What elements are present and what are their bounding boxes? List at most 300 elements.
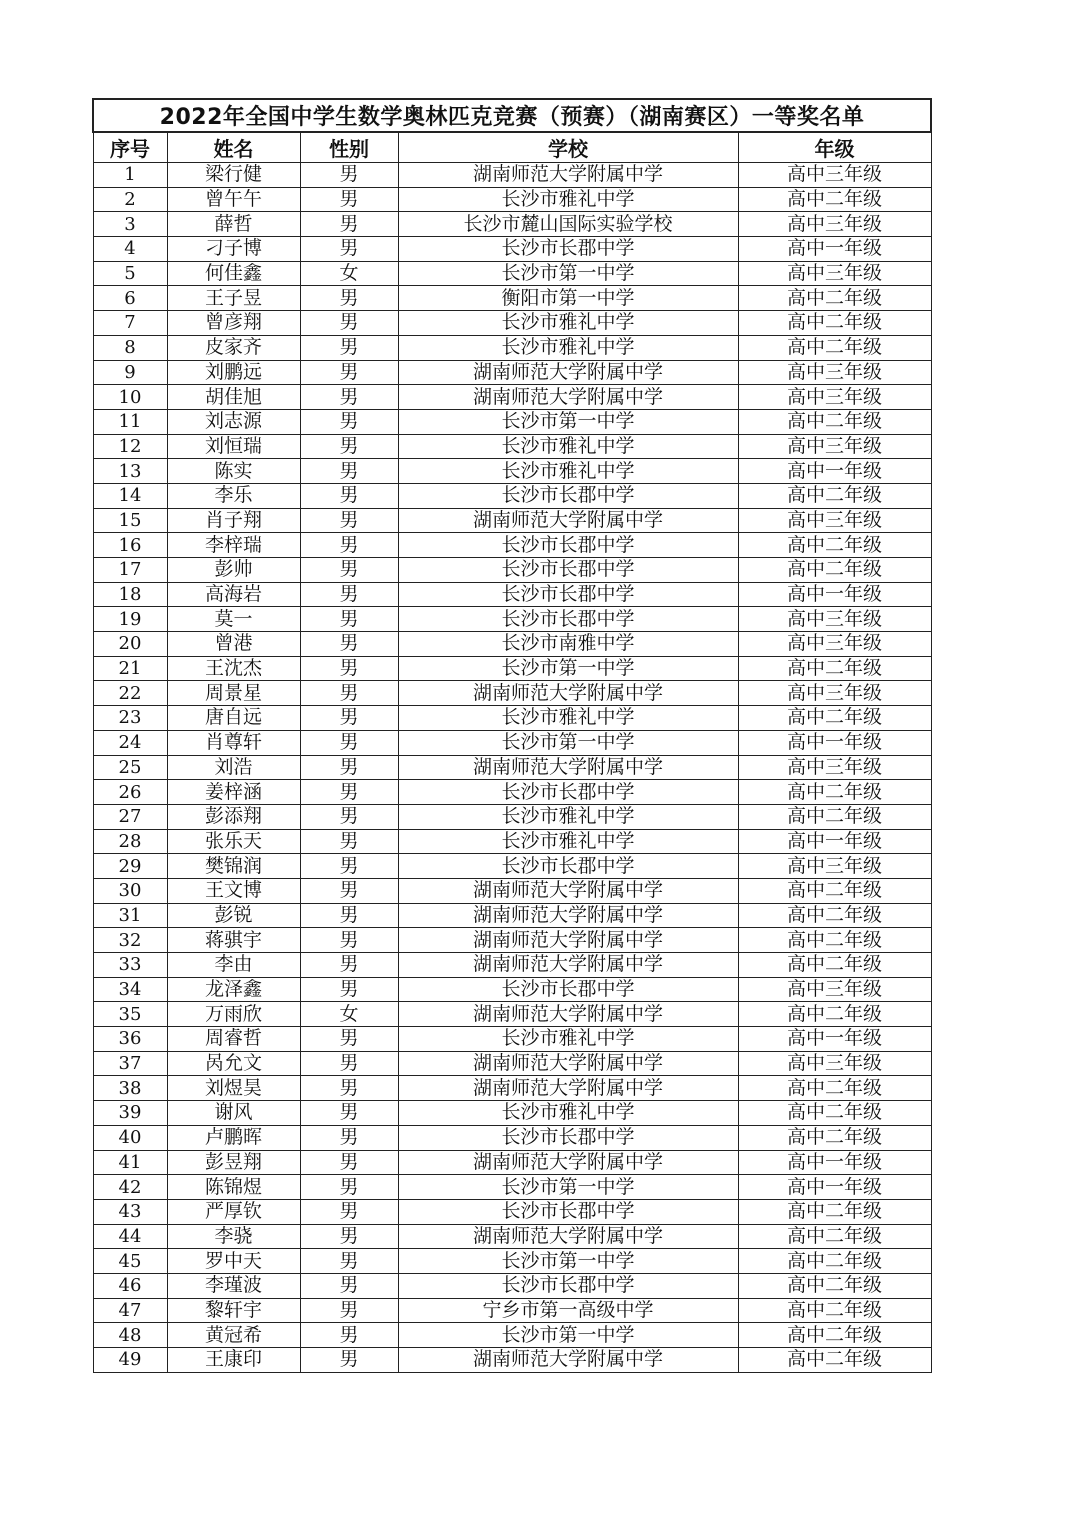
cell-grade: 高中一年级 xyxy=(738,1150,931,1175)
cell-index: 10 xyxy=(93,385,167,410)
cell-index: 30 xyxy=(93,878,167,903)
cell-school: 湖南师范大学附属中学 xyxy=(398,1348,738,1373)
table-row xyxy=(93,878,931,903)
cell-name: 高海岩 xyxy=(167,582,300,607)
cell-school: 湖南师范大学附属中学 xyxy=(398,163,738,188)
cell-grade: 高中三年级 xyxy=(738,854,931,879)
cell-gender: 男 xyxy=(300,335,398,360)
cell-index: 27 xyxy=(93,804,167,829)
table-row xyxy=(93,977,931,1002)
cell-index: 1 xyxy=(93,163,167,188)
cell-grade: 高中二年级 xyxy=(738,953,931,978)
cell-school: 湖南师范大学附属中学 xyxy=(398,681,738,706)
cell-index: 15 xyxy=(93,508,167,533)
table-row xyxy=(93,829,931,854)
cell-index: 16 xyxy=(93,533,167,558)
table-row xyxy=(93,286,931,311)
cell-name: 唐自远 xyxy=(167,706,300,731)
cell-school: 长沙市长郡中学 xyxy=(398,558,738,583)
cell-gender: 男 xyxy=(300,977,398,1002)
cell-index: 29 xyxy=(93,854,167,879)
cell-school: 湖南师范大学附属中学 xyxy=(398,878,738,903)
cell-index: 42 xyxy=(93,1175,167,1200)
cell-grade: 高中二年级 xyxy=(738,1348,931,1373)
cell-name: 彭昱翔 xyxy=(167,1150,300,1175)
table-row xyxy=(93,706,931,731)
cell-gender: 男 xyxy=(300,1249,398,1274)
table-row xyxy=(93,459,931,484)
cell-name: 皮家齐 xyxy=(167,335,300,360)
cell-gender: 男 xyxy=(300,878,398,903)
cell-grade: 高中一年级 xyxy=(738,730,931,755)
cell-grade: 高中二年级 xyxy=(738,903,931,928)
cell-index: 32 xyxy=(93,928,167,953)
cell-gender: 男 xyxy=(300,360,398,385)
cell-grade: 高中二年级 xyxy=(738,656,931,681)
cell-name: 刘志源 xyxy=(167,409,300,434)
cell-gender: 男 xyxy=(300,829,398,854)
cell-name: 彭添翔 xyxy=(167,804,300,829)
cell-index: 24 xyxy=(93,730,167,755)
cell-school: 长沙市第一中学 xyxy=(398,261,738,286)
cell-index: 34 xyxy=(93,977,167,1002)
cell-index: 37 xyxy=(93,1051,167,1076)
cell-grade: 高中三年级 xyxy=(738,508,931,533)
table-row xyxy=(93,1273,931,1298)
cell-grade: 高中二年级 xyxy=(738,1323,931,1348)
cell-index: 47 xyxy=(93,1298,167,1323)
table-row xyxy=(93,953,931,978)
cell-school: 长沙市长郡中学 xyxy=(398,607,738,632)
cell-grade: 高中二年级 xyxy=(738,804,931,829)
cell-name: 樊锦润 xyxy=(167,854,300,879)
cell-index: 17 xyxy=(93,558,167,583)
cell-school: 长沙市雅礼中学 xyxy=(398,706,738,731)
cell-school: 长沙市雅礼中学 xyxy=(398,829,738,854)
header-grade: 年级 xyxy=(738,132,931,163)
table-row xyxy=(93,1027,931,1052)
cell-school: 宁乡市第一高级中学 xyxy=(398,1298,738,1323)
cell-index: 13 xyxy=(93,459,167,484)
cell-grade: 高中二年级 xyxy=(738,1199,931,1224)
cell-grade: 高中二年级 xyxy=(738,558,931,583)
cell-gender: 男 xyxy=(300,163,398,188)
cell-index: 18 xyxy=(93,582,167,607)
cell-grade: 高中三年级 xyxy=(738,261,931,286)
cell-name: 刘恒瑞 xyxy=(167,434,300,459)
cell-school: 长沙市雅礼中学 xyxy=(398,335,738,360)
cell-index: 21 xyxy=(93,656,167,681)
cell-school: 长沙市第一中学 xyxy=(398,656,738,681)
table-row xyxy=(93,163,931,188)
header-gender: 性别 xyxy=(300,132,398,163)
cell-name: 张乐天 xyxy=(167,829,300,854)
cell-name: 肖尊轩 xyxy=(167,730,300,755)
cell-school: 长沙市南雅中学 xyxy=(398,632,738,657)
cell-grade: 高中二年级 xyxy=(738,1101,931,1126)
cell-school: 长沙市雅礼中学 xyxy=(398,804,738,829)
table-row xyxy=(93,483,931,508)
cell-name: 黎轩宇 xyxy=(167,1298,300,1323)
cell-school: 湖南师范大学附属中学 xyxy=(398,928,738,953)
cell-gender: 男 xyxy=(300,508,398,533)
cell-school: 长沙市长郡中学 xyxy=(398,1125,738,1150)
cell-grade: 高中一年级 xyxy=(738,582,931,607)
table-row xyxy=(93,311,931,336)
cell-gender: 男 xyxy=(300,1348,398,1373)
cell-index: 28 xyxy=(93,829,167,854)
cell-school: 湖南师范大学附属中学 xyxy=(398,360,738,385)
cell-school: 长沙市第一中学 xyxy=(398,1175,738,1200)
cell-name: 龙泽鑫 xyxy=(167,977,300,1002)
cell-grade: 高中二年级 xyxy=(738,1002,931,1027)
cell-index: 11 xyxy=(93,409,167,434)
cell-school: 长沙市雅礼中学 xyxy=(398,1027,738,1052)
cell-index: 3 xyxy=(93,212,167,237)
cell-grade: 高中二年级 xyxy=(738,1298,931,1323)
cell-index: 25 xyxy=(93,755,167,780)
cell-grade: 高中二年级 xyxy=(738,483,931,508)
table-row xyxy=(93,434,931,459)
cell-grade: 高中二年级 xyxy=(738,286,931,311)
table-row xyxy=(93,1051,931,1076)
cell-name: 王子昱 xyxy=(167,286,300,311)
cell-name: 王文博 xyxy=(167,878,300,903)
cell-name: 李梓瑞 xyxy=(167,533,300,558)
cell-gender: 男 xyxy=(300,385,398,410)
cell-school: 长沙市长郡中学 xyxy=(398,780,738,805)
cell-gender: 男 xyxy=(300,459,398,484)
cell-grade: 高中一年级 xyxy=(738,237,931,262)
table-row xyxy=(93,1002,931,1027)
cell-gender: 男 xyxy=(300,533,398,558)
cell-school: 长沙市长郡中学 xyxy=(398,1199,738,1224)
cell-school: 长沙市雅礼中学 xyxy=(398,187,738,212)
table-row xyxy=(93,335,931,360)
cell-grade: 高中三年级 xyxy=(738,360,931,385)
cell-name: 王康印 xyxy=(167,1348,300,1373)
table-row xyxy=(93,385,931,410)
cell-name: 严厚钦 xyxy=(167,1199,300,1224)
cell-name: 刘鹏远 xyxy=(167,360,300,385)
cell-school: 衡阳市第一中学 xyxy=(398,286,738,311)
cell-school: 长沙市第一中学 xyxy=(398,409,738,434)
cell-school: 湖南师范大学附属中学 xyxy=(398,953,738,978)
cell-school: 湖南师范大学附属中学 xyxy=(398,903,738,928)
table-row xyxy=(93,409,931,434)
cell-index: 9 xyxy=(93,360,167,385)
cell-school: 长沙市雅礼中学 xyxy=(398,311,738,336)
cell-grade: 高中三年级 xyxy=(738,163,931,188)
table-row xyxy=(93,533,931,558)
cell-grade: 高中二年级 xyxy=(738,335,931,360)
cell-school: 长沙市雅礼中学 xyxy=(398,1101,738,1126)
cell-gender: 男 xyxy=(300,903,398,928)
cell-school: 湖南师范大学附属中学 xyxy=(398,1002,738,1027)
cell-gender: 男 xyxy=(300,730,398,755)
cell-grade: 高中二年级 xyxy=(738,311,931,336)
cell-name: 黄冠希 xyxy=(167,1323,300,1348)
table-row xyxy=(93,656,931,681)
cell-grade: 高中一年级 xyxy=(738,829,931,854)
cell-gender: 男 xyxy=(300,706,398,731)
cell-name: 陈锦煜 xyxy=(167,1175,300,1200)
cell-grade: 高中二年级 xyxy=(738,780,931,805)
table-row xyxy=(93,928,931,953)
cell-grade: 高中二年级 xyxy=(738,187,931,212)
cell-name: 刘浩 xyxy=(167,755,300,780)
cell-gender: 男 xyxy=(300,434,398,459)
header-school: 学校 xyxy=(398,132,738,163)
cell-gender: 男 xyxy=(300,483,398,508)
cell-grade: 高中一年级 xyxy=(738,1027,931,1052)
cell-school: 湖南师范大学附属中学 xyxy=(398,1224,738,1249)
cell-index: 45 xyxy=(93,1249,167,1274)
table-row xyxy=(93,632,931,657)
cell-name: 陈实 xyxy=(167,459,300,484)
cell-index: 4 xyxy=(93,237,167,262)
cell-index: 48 xyxy=(93,1323,167,1348)
cell-gender: 男 xyxy=(300,1051,398,1076)
cell-gender: 男 xyxy=(300,854,398,879)
award-list-sheet xyxy=(92,98,930,1373)
table-row xyxy=(93,1101,931,1126)
cell-gender: 男 xyxy=(300,632,398,657)
cell-school: 长沙市长郡中学 xyxy=(398,582,738,607)
cell-name: 李乐 xyxy=(167,483,300,508)
cell-school: 长沙市第一中学 xyxy=(398,1249,738,1274)
cell-index: 49 xyxy=(93,1348,167,1373)
cell-gender: 男 xyxy=(300,681,398,706)
cell-gender: 男 xyxy=(300,409,398,434)
cell-gender: 男 xyxy=(300,780,398,805)
table-row xyxy=(93,1249,931,1274)
table-row xyxy=(93,681,931,706)
cell-name: 刁子博 xyxy=(167,237,300,262)
cell-grade: 高中二年级 xyxy=(738,928,931,953)
table-row xyxy=(93,1076,931,1101)
cell-name: 万雨欣 xyxy=(167,1002,300,1027)
cell-school: 长沙市第一中学 xyxy=(398,1323,738,1348)
cell-grade: 高中二年级 xyxy=(738,878,931,903)
cell-name: 李瑾波 xyxy=(167,1273,300,1298)
cell-grade: 高中三年级 xyxy=(738,385,931,410)
cell-gender: 男 xyxy=(300,286,398,311)
cell-grade: 高中二年级 xyxy=(738,706,931,731)
cell-grade: 高中三年级 xyxy=(738,1051,931,1076)
cell-gender: 男 xyxy=(300,558,398,583)
header-row xyxy=(93,132,931,163)
table-row xyxy=(93,1199,931,1224)
cell-index: 40 xyxy=(93,1125,167,1150)
cell-index: 35 xyxy=(93,1002,167,1027)
cell-name: 周睿哲 xyxy=(167,1027,300,1052)
cell-school: 长沙市雅礼中学 xyxy=(398,459,738,484)
cell-grade: 高中一年级 xyxy=(738,1175,931,1200)
cell-school: 长沙市长郡中学 xyxy=(398,483,738,508)
table-row xyxy=(93,187,931,212)
cell-name: 莫一 xyxy=(167,607,300,632)
cell-name: 李由 xyxy=(167,953,300,978)
cell-gender: 男 xyxy=(300,1101,398,1126)
cell-name: 梁行健 xyxy=(167,163,300,188)
cell-name: 彭帅 xyxy=(167,558,300,583)
cell-gender: 男 xyxy=(300,656,398,681)
table-row xyxy=(93,1175,931,1200)
cell-gender: 男 xyxy=(300,1150,398,1175)
cell-index: 36 xyxy=(93,1027,167,1052)
table-row xyxy=(93,607,931,632)
cell-grade: 高中二年级 xyxy=(738,1076,931,1101)
table-row xyxy=(93,804,931,829)
table-row xyxy=(93,755,931,780)
cell-grade: 高中三年级 xyxy=(738,977,931,1002)
cell-grade: 高中二年级 xyxy=(738,409,931,434)
cell-school: 湖南师范大学附属中学 xyxy=(398,385,738,410)
cell-name: 薛哲 xyxy=(167,212,300,237)
cell-grade: 高中二年级 xyxy=(738,1249,931,1274)
table-row xyxy=(93,1224,931,1249)
cell-grade: 高中三年级 xyxy=(738,212,931,237)
cell-name: 刘煜昊 xyxy=(167,1076,300,1101)
cell-gender: 男 xyxy=(300,1298,398,1323)
cell-index: 20 xyxy=(93,632,167,657)
cell-gender: 男 xyxy=(300,187,398,212)
table-row xyxy=(93,261,931,286)
cell-name: 王沈杰 xyxy=(167,656,300,681)
cell-school: 长沙市长郡中学 xyxy=(398,237,738,262)
header-name: 姓名 xyxy=(167,132,300,163)
cell-index: 26 xyxy=(93,780,167,805)
header-index: 序号 xyxy=(93,132,167,163)
cell-grade: 高中二年级 xyxy=(738,1125,931,1150)
cell-gender: 男 xyxy=(300,212,398,237)
table-row xyxy=(93,1125,931,1150)
cell-grade: 高中二年级 xyxy=(738,1273,931,1298)
cell-gender: 男 xyxy=(300,953,398,978)
cell-school: 湖南师范大学附属中学 xyxy=(398,1076,738,1101)
cell-name: 蒋骐宇 xyxy=(167,928,300,953)
cell-grade: 高中一年级 xyxy=(738,459,931,484)
table-row xyxy=(93,212,931,237)
cell-grade: 高中二年级 xyxy=(738,1224,931,1249)
table-row xyxy=(93,508,931,533)
cell-school: 长沙市长郡中学 xyxy=(398,1273,738,1298)
cell-index: 14 xyxy=(93,483,167,508)
cell-name: 周景星 xyxy=(167,681,300,706)
cell-grade: 高中三年级 xyxy=(738,755,931,780)
cell-gender: 男 xyxy=(300,1199,398,1224)
cell-school: 湖南师范大学附属中学 xyxy=(398,1150,738,1175)
cell-school: 长沙市长郡中学 xyxy=(398,533,738,558)
cell-index: 5 xyxy=(93,261,167,286)
cell-gender: 男 xyxy=(300,1125,398,1150)
table-row xyxy=(93,237,931,262)
cell-school: 湖南师范大学附属中学 xyxy=(398,755,738,780)
cell-index: 22 xyxy=(93,681,167,706)
cell-index: 38 xyxy=(93,1076,167,1101)
cell-gender: 男 xyxy=(300,1323,398,1348)
cell-gender: 女 xyxy=(300,1002,398,1027)
cell-gender: 男 xyxy=(300,1175,398,1200)
cell-name: 谢风 xyxy=(167,1101,300,1126)
cell-gender: 男 xyxy=(300,928,398,953)
cell-school: 湖南师范大学附属中学 xyxy=(398,1051,738,1076)
cell-grade: 高中三年级 xyxy=(738,681,931,706)
cell-name: 曾彦翔 xyxy=(167,311,300,336)
cell-name: 罗中天 xyxy=(167,1249,300,1274)
table-row xyxy=(93,360,931,385)
cell-index: 2 xyxy=(93,187,167,212)
cell-gender: 男 xyxy=(300,237,398,262)
cell-gender: 男 xyxy=(300,804,398,829)
cell-school: 长沙市第一中学 xyxy=(398,730,738,755)
cell-index: 23 xyxy=(93,706,167,731)
table-row xyxy=(93,903,931,928)
cell-grade: 高中三年级 xyxy=(738,607,931,632)
cell-school: 长沙市麓山国际实验学校 xyxy=(398,212,738,237)
table-row xyxy=(93,854,931,879)
cell-name: 呙允文 xyxy=(167,1051,300,1076)
cell-gender: 男 xyxy=(300,1273,398,1298)
cell-index: 46 xyxy=(93,1273,167,1298)
cell-gender: 男 xyxy=(300,1076,398,1101)
cell-name: 李骁 xyxy=(167,1224,300,1249)
cell-index: 43 xyxy=(93,1199,167,1224)
cell-index: 41 xyxy=(93,1150,167,1175)
cell-grade: 高中三年级 xyxy=(738,632,931,657)
table-row xyxy=(93,1150,931,1175)
cell-name: 姜梓涵 xyxy=(167,780,300,805)
cell-index: 7 xyxy=(93,311,167,336)
table-row xyxy=(93,558,931,583)
cell-index: 33 xyxy=(93,953,167,978)
table-body xyxy=(93,163,931,1373)
cell-index: 44 xyxy=(93,1224,167,1249)
table-row xyxy=(93,582,931,607)
table-row xyxy=(93,1298,931,1323)
cell-index: 39 xyxy=(93,1101,167,1126)
title-row xyxy=(93,99,931,132)
cell-index: 19 xyxy=(93,607,167,632)
cell-school: 长沙市雅礼中学 xyxy=(398,434,738,459)
cell-index: 12 xyxy=(93,434,167,459)
cell-gender: 男 xyxy=(300,755,398,780)
cell-gender: 男 xyxy=(300,311,398,336)
cell-name: 卢鹏晖 xyxy=(167,1125,300,1150)
cell-gender: 男 xyxy=(300,1224,398,1249)
cell-school: 长沙市长郡中学 xyxy=(398,854,738,879)
cell-gender: 男 xyxy=(300,582,398,607)
cell-school: 湖南师范大学附属中学 xyxy=(398,508,738,533)
award-list-table xyxy=(92,98,932,1373)
cell-name: 何佳鑫 xyxy=(167,261,300,286)
cell-name: 曾午午 xyxy=(167,187,300,212)
table-row xyxy=(93,1323,931,1348)
cell-grade: 高中二年级 xyxy=(738,533,931,558)
cell-name: 肖子翔 xyxy=(167,508,300,533)
table-row xyxy=(93,1348,931,1373)
cell-school: 长沙市长郡中学 xyxy=(398,977,738,1002)
cell-index: 8 xyxy=(93,335,167,360)
cell-name: 曾港 xyxy=(167,632,300,657)
cell-gender: 女 xyxy=(300,261,398,286)
table-row xyxy=(93,730,931,755)
cell-index: 31 xyxy=(93,903,167,928)
cell-name: 胡佳旭 xyxy=(167,385,300,410)
cell-grade: 高中三年级 xyxy=(738,434,931,459)
cell-name: 彭锐 xyxy=(167,903,300,928)
